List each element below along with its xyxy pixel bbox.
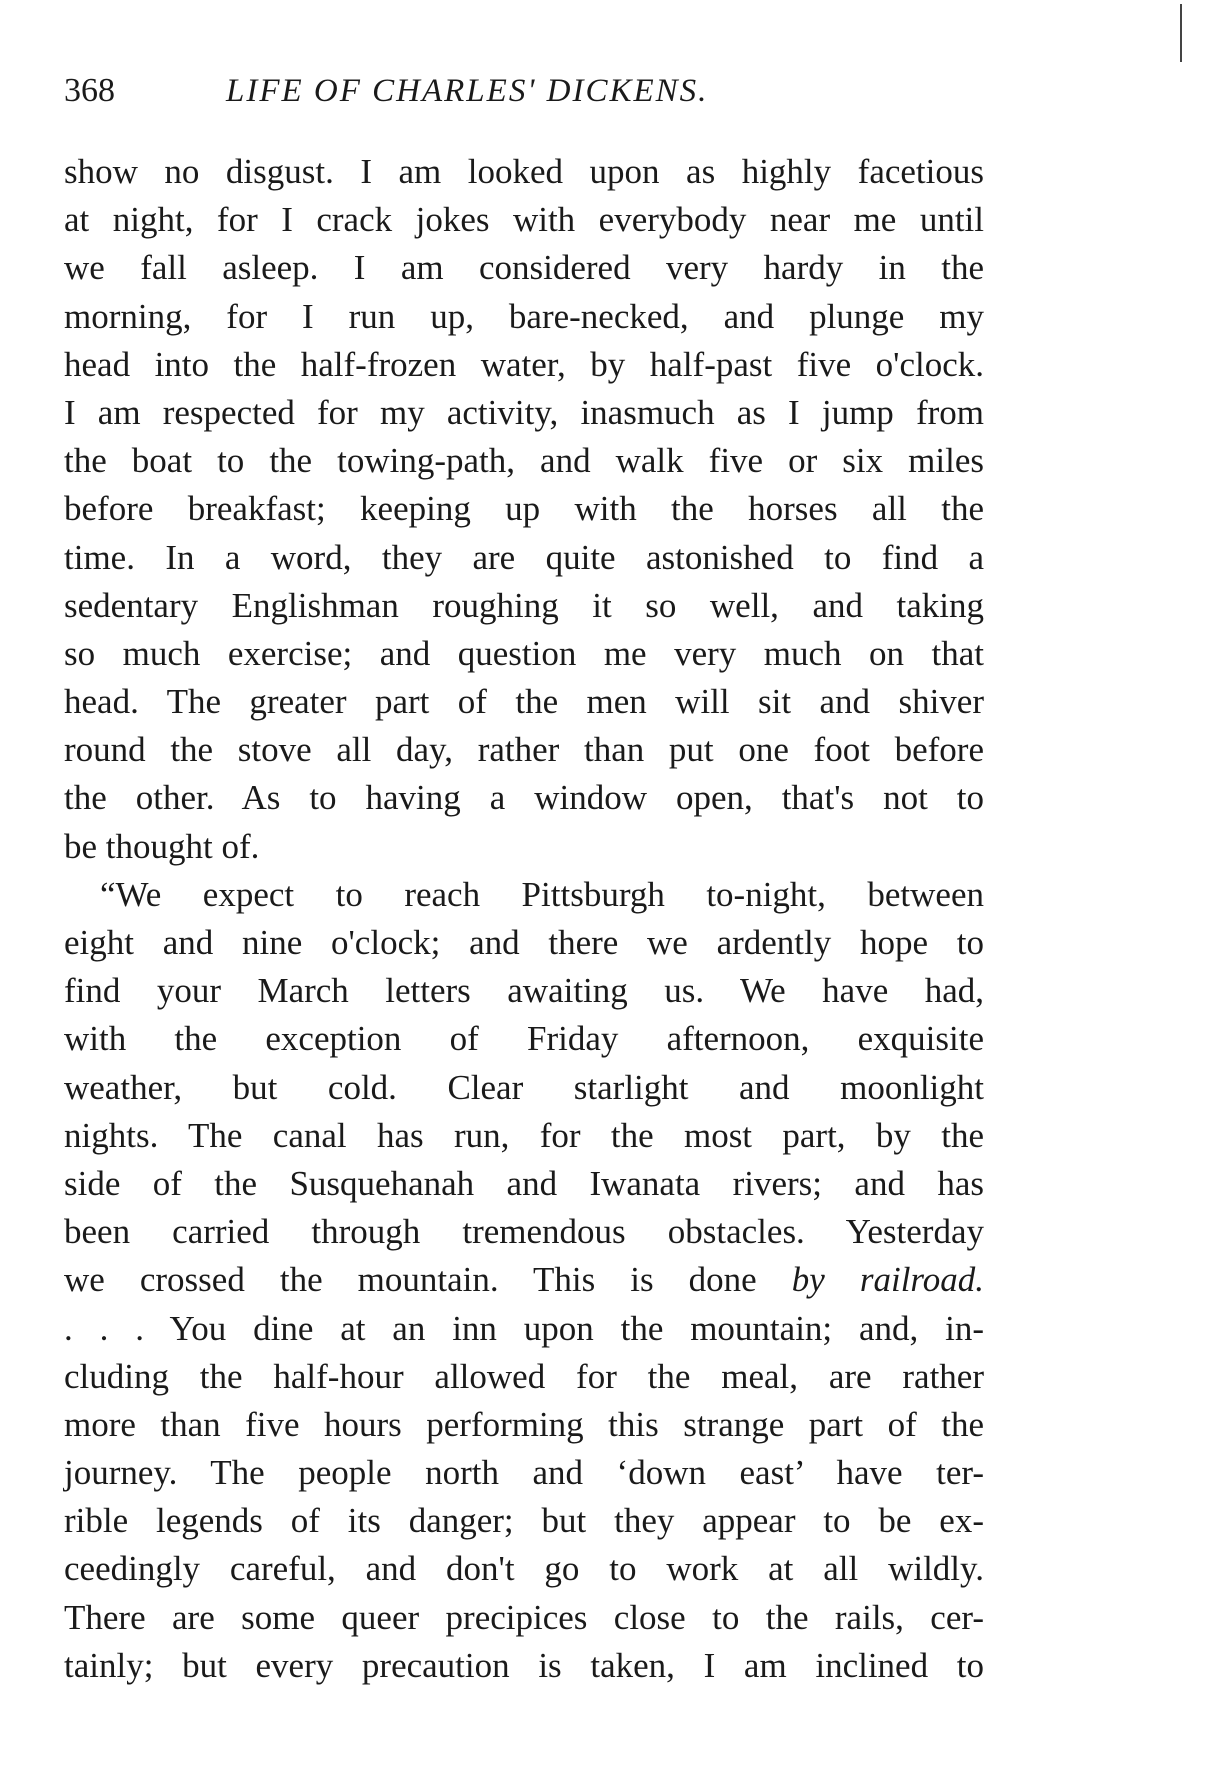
- text-line: sedentary Englishman roughing it so well, and taking: [64, 585, 984, 625]
- text-line: show no disgust. I am looked upon as highly facetious: [64, 152, 984, 191]
- page-header: [64, 66, 1004, 116]
- page-number: 368: [64, 72, 115, 109]
- text-line: at night, for I crack jokes with everybody near me until: [64, 200, 984, 240]
- text-line: head into the half-frozen water, by half-past five o'clock.: [64, 344, 984, 384]
- text-line: more than five hours performing this strange part of the: [64, 1404, 984, 1444]
- text-line: weather, but cold. Clear starlight and moonlight: [64, 1067, 984, 1107]
- text-line: ceedingly careful, and don't go to work at all wildly.: [64, 1549, 984, 1589]
- text-line: time. In a word, they are quite astonished to find a: [64, 537, 984, 577]
- text-line: round the stove all day, rather than put one foot before: [64, 730, 984, 770]
- text-line: journey. The people north and ‘down east’ have ter-: [64, 1453, 984, 1493]
- text-line: There are some queer precipices close to the rails, cer-: [64, 1597, 984, 1637]
- running-title: LIFE OF CHARLES' DICKENS.: [226, 73, 709, 109]
- text-line: eight and nine o'clock; and there we ardently hope to: [64, 923, 984, 962]
- text-line-with-italic: [64, 1256, 984, 1304]
- text-line: nights. The canal has run, for the most part, by the: [64, 1115, 984, 1155]
- text-line: the other. As to having a window open, that's not to: [64, 778, 984, 818]
- text-line: we fall asleep. I am considered very hardy in the: [64, 248, 984, 288]
- text-line: rible legends of its danger; but they appear to be ex-: [64, 1501, 984, 1541]
- text-line: “We expect to reach Pittsburgh to-night, between: [100, 874, 984, 914]
- text-line: tainly; but every precaution is taken, I am inclined to: [64, 1645, 984, 1685]
- text-line: been carried through tremendous obstacles. Yesterday: [64, 1212, 984, 1252]
- text-line: I am respected for my activity, inasmuch as I jump from: [64, 392, 984, 432]
- scan-edge-mark: [1180, 4, 1182, 62]
- text-line: cluding the half-hour allowed for the meal, are rather: [64, 1356, 984, 1396]
- text-line: morning, for I run up, bare-necked, and plunge my: [64, 296, 984, 336]
- text-segment: we crossed the mountain. This is done: [64, 1260, 792, 1300]
- italic-phrase: by railroad.: [791, 1260, 984, 1300]
- text-line: . . . You dine at an inn upon the mountain; and, in-: [64, 1308, 984, 1348]
- text-line: head. The greater part of the men will sit and shiver: [64, 682, 984, 722]
- text-line: be thought of.: [64, 826, 260, 866]
- text-line: so much exercise; and question me very much on that: [64, 633, 984, 673]
- text-line: side of the Susquehanah and Iwanata rivers; and has: [64, 1163, 984, 1203]
- text-line: with the exception of Friday afternoon, exquisite: [64, 1019, 984, 1059]
- body-text: [64, 148, 984, 1690]
- text-line: before breakfast; keeping up with the horses all the: [64, 489, 984, 529]
- text-line: find your March letters awaiting us. We have had,: [64, 971, 984, 1011]
- text-line: the boat to the towing-path, and walk five or six miles: [64, 441, 984, 481]
